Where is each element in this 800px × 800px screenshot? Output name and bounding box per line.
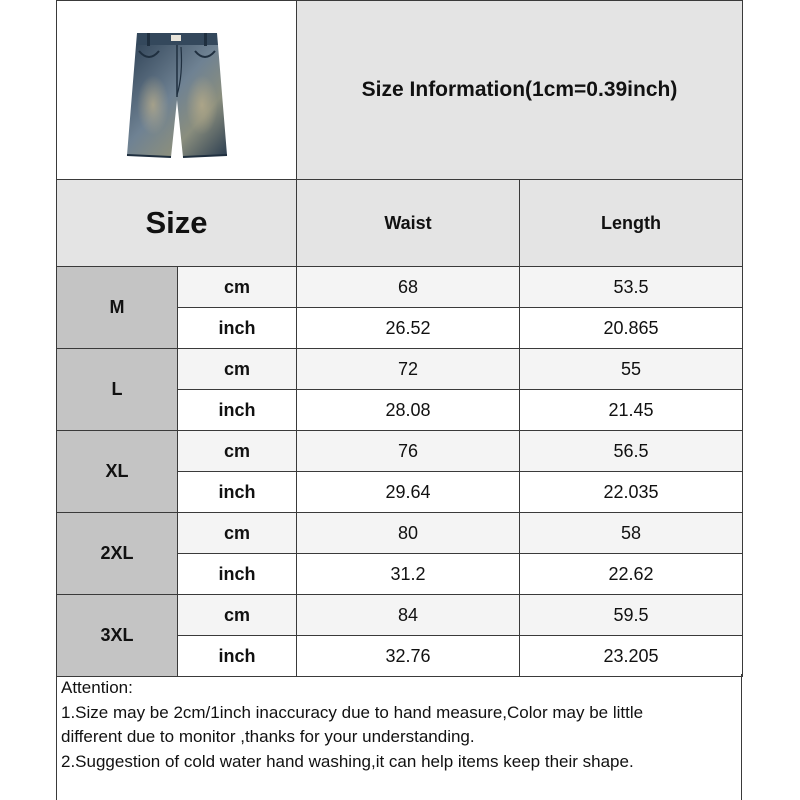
unit-cell: cm [178, 267, 297, 308]
attention-notes [56, 674, 742, 800]
length-value: 22.62 [520, 554, 743, 595]
size-label-xl: XL [57, 431, 178, 513]
unit-cell: inch [178, 472, 297, 513]
table-row [57, 513, 743, 554]
length-value: 20.865 [520, 308, 743, 349]
size-label-2xl: 2XL [57, 513, 178, 595]
length-value: 23.205 [520, 636, 743, 677]
length-value: 53.5 [520, 267, 743, 308]
waist-value: 29.64 [297, 472, 520, 513]
size-chart-table [56, 0, 743, 677]
product-image [57, 1, 297, 180]
waist-value: 31.2 [297, 554, 520, 595]
length-value: 55 [520, 349, 743, 390]
waist-value: 28.08 [297, 390, 520, 431]
waist-value: 76 [297, 431, 520, 472]
size-header: Size [57, 180, 297, 267]
unit-cell: cm [178, 431, 297, 472]
table-row [57, 267, 743, 308]
waist-value: 80 [297, 513, 520, 554]
unit-cell: cm [178, 349, 297, 390]
length-value: 56.5 [520, 431, 743, 472]
length-value: 22.035 [520, 472, 743, 513]
waist-value: 32.76 [297, 636, 520, 677]
length-value: 58 [520, 513, 743, 554]
length-header: Length [520, 180, 743, 267]
denim-shorts-icon [87, 5, 267, 175]
attention-line-3: 2.Suggestion of cold water hand washing,it can help items keep their shape. [61, 751, 634, 771]
waist-value: 26.52 [297, 308, 520, 349]
unit-cell: inch [178, 554, 297, 595]
size-label-l: L [57, 349, 178, 431]
table-row [57, 349, 743, 390]
size-label-3xl: 3XL [57, 595, 178, 677]
table-row [57, 595, 743, 636]
waist-value: 68 [297, 267, 520, 308]
attention-line-2: different due to monitor ,thanks for your understanding. [61, 727, 475, 746]
column-header-row [57, 180, 743, 267]
waist-value: 72 [297, 349, 520, 390]
length-value: 59.5 [520, 595, 743, 636]
unit-cell: inch [178, 390, 297, 431]
unit-cell: cm [178, 595, 297, 636]
size-label-m: M [57, 267, 178, 349]
unit-cell: inch [178, 308, 297, 349]
table-row [57, 431, 743, 472]
length-value: 21.45 [520, 390, 743, 431]
attention-title: Attention: [61, 678, 133, 697]
header-row [57, 1, 743, 180]
waist-header: Waist [297, 180, 520, 267]
unit-cell: inch [178, 636, 297, 677]
waist-value: 84 [297, 595, 520, 636]
size-info-title: Size Information(1cm=0.39inch) [297, 1, 743, 180]
attention-line-1: 1.Size may be 2cm/1inch inaccuracy due to hand measure,Color may be little [61, 702, 644, 722]
unit-cell: cm [178, 513, 297, 554]
